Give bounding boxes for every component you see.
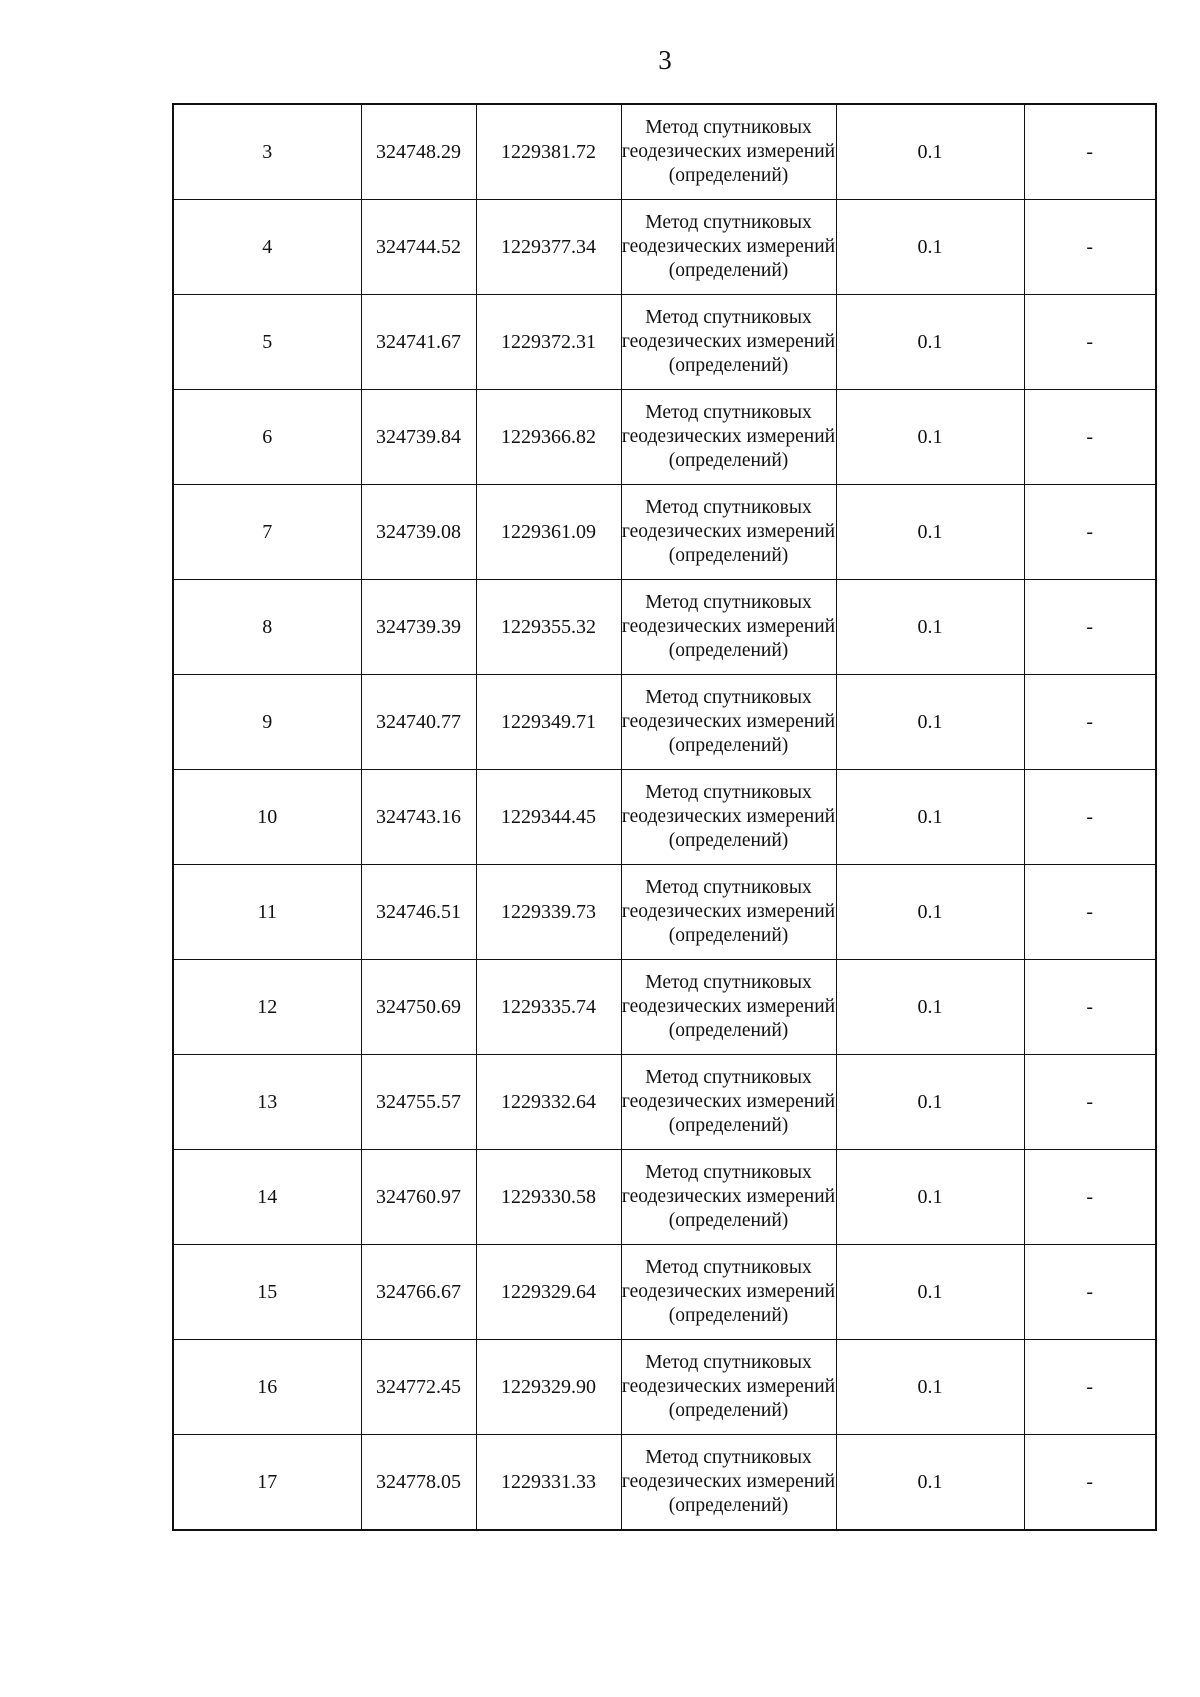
accuracy-cell: 0.1 [836, 1435, 1024, 1531]
y-coordinate-cell: 1229344.45 [476, 770, 621, 865]
table-row [173, 960, 1156, 1055]
y-coordinate-cell: 1229329.90 [476, 1340, 621, 1435]
x-coordinate-cell: 324740.77 [361, 675, 476, 770]
x-coordinate-cell: 324748.29 [361, 104, 476, 200]
note-cell: - [1024, 390, 1156, 485]
method-cell: Метод спутниковых геодезических измерений (определений) [621, 1150, 836, 1245]
note-cell: - [1024, 675, 1156, 770]
point-number-cell: 8 [173, 580, 361, 675]
coordinates-table-body [173, 104, 1156, 1530]
method-cell: Метод спутниковых геодезических измерений (определений) [621, 485, 836, 580]
table-row [173, 295, 1156, 390]
method-cell: Метод спутниковых геодезических измерений (определений) [621, 770, 836, 865]
method-cell: Метод спутниковых геодезических измерений (определений) [621, 1055, 836, 1150]
accuracy-cell: 0.1 [836, 485, 1024, 580]
note-cell: - [1024, 770, 1156, 865]
accuracy-cell: 0.1 [836, 770, 1024, 865]
note-cell: - [1024, 200, 1156, 295]
y-coordinate-cell: 1229355.32 [476, 580, 621, 675]
x-coordinate-cell: 324739.84 [361, 390, 476, 485]
coordinates-table [172, 103, 1157, 1531]
x-coordinate-cell: 324750.69 [361, 960, 476, 1055]
point-number-cell: 14 [173, 1150, 361, 1245]
accuracy-cell: 0.1 [836, 865, 1024, 960]
x-coordinate-cell: 324766.67 [361, 1245, 476, 1340]
y-coordinate-cell: 1229331.33 [476, 1435, 621, 1531]
x-coordinate-cell: 324741.67 [361, 295, 476, 390]
accuracy-cell: 0.1 [836, 1245, 1024, 1340]
table-row [173, 1435, 1156, 1531]
x-coordinate-cell: 324739.08 [361, 485, 476, 580]
note-cell: - [1024, 1150, 1156, 1245]
method-cell: Метод спутниковых геодезических измерений (определений) [621, 675, 836, 770]
point-number-cell: 11 [173, 865, 361, 960]
point-number-cell: 13 [173, 1055, 361, 1150]
page-number: 3 [658, 45, 672, 75]
accuracy-cell: 0.1 [836, 1150, 1024, 1245]
y-coordinate-cell: 1229330.58 [476, 1150, 621, 1245]
x-coordinate-cell: 324743.16 [361, 770, 476, 865]
table-row [173, 390, 1156, 485]
point-number-cell: 3 [173, 104, 361, 200]
x-coordinate-cell: 324746.51 [361, 865, 476, 960]
note-cell: - [1024, 1055, 1156, 1150]
y-coordinate-cell: 1229349.71 [476, 675, 621, 770]
method-cell: Метод спутниковых геодезических измерений (определений) [621, 1340, 836, 1435]
table-row [173, 104, 1156, 200]
method-cell: Метод спутниковых геодезических измерений (определений) [621, 295, 836, 390]
y-coordinate-cell: 1229361.09 [476, 485, 621, 580]
method-cell: Метод спутниковых геодезических измерений (определений) [621, 960, 836, 1055]
note-cell: - [1024, 1435, 1156, 1531]
accuracy-cell: 0.1 [836, 960, 1024, 1055]
accuracy-cell: 0.1 [836, 200, 1024, 295]
method-cell: Метод спутниковых геодезических измерений (определений) [621, 1245, 836, 1340]
table-row [173, 1245, 1156, 1340]
table-row [173, 1055, 1156, 1150]
point-number-cell: 16 [173, 1340, 361, 1435]
x-coordinate-cell: 324744.52 [361, 200, 476, 295]
note-cell: - [1024, 960, 1156, 1055]
note-cell: - [1024, 485, 1156, 580]
table-row [173, 580, 1156, 675]
note-cell: - [1024, 1340, 1156, 1435]
note-cell: - [1024, 580, 1156, 675]
x-coordinate-cell: 324778.05 [361, 1435, 476, 1531]
x-coordinate-cell: 324772.45 [361, 1340, 476, 1435]
method-cell: Метод спутниковых геодезических измерений (определений) [621, 580, 836, 675]
note-cell: - [1024, 1245, 1156, 1340]
table-row [173, 200, 1156, 295]
point-number-cell: 12 [173, 960, 361, 1055]
point-number-cell: 10 [173, 770, 361, 865]
point-number-cell: 5 [173, 295, 361, 390]
y-coordinate-cell: 1229332.64 [476, 1055, 621, 1150]
note-cell: - [1024, 865, 1156, 960]
table-row [173, 1150, 1156, 1245]
accuracy-cell: 0.1 [836, 1055, 1024, 1150]
y-coordinate-cell: 1229329.64 [476, 1245, 621, 1340]
accuracy-cell: 0.1 [836, 104, 1024, 200]
accuracy-cell: 0.1 [836, 580, 1024, 675]
y-coordinate-cell: 1229335.74 [476, 960, 621, 1055]
method-cell: Метод спутниковых геодезических измерений (определений) [621, 104, 836, 200]
y-coordinate-cell: 1229339.73 [476, 865, 621, 960]
y-coordinate-cell: 1229381.72 [476, 104, 621, 200]
table-row [173, 485, 1156, 580]
x-coordinate-cell: 324760.97 [361, 1150, 476, 1245]
accuracy-cell: 0.1 [836, 295, 1024, 390]
point-number-cell: 7 [173, 485, 361, 580]
point-number-cell: 6 [173, 390, 361, 485]
y-coordinate-cell: 1229377.34 [476, 200, 621, 295]
table-row [173, 770, 1156, 865]
y-coordinate-cell: 1229372.31 [476, 295, 621, 390]
accuracy-cell: 0.1 [836, 390, 1024, 485]
method-cell: Метод спутниковых геодезических измерений (определений) [621, 865, 836, 960]
note-cell: - [1024, 104, 1156, 200]
method-cell: Метод спутниковых геодезических измерений (определений) [621, 200, 836, 295]
method-cell: Метод спутниковых геодезических измерений (определений) [621, 390, 836, 485]
x-coordinate-cell: 324739.39 [361, 580, 476, 675]
point-number-cell: 15 [173, 1245, 361, 1340]
table-row [173, 865, 1156, 960]
accuracy-cell: 0.1 [836, 1340, 1024, 1435]
accuracy-cell: 0.1 [836, 675, 1024, 770]
table-row [173, 675, 1156, 770]
point-number-cell: 4 [173, 200, 361, 295]
point-number-cell: 9 [173, 675, 361, 770]
method-cell: Метод спутниковых геодезических измерений (определений) [621, 1435, 836, 1531]
x-coordinate-cell: 324755.57 [361, 1055, 476, 1150]
y-coordinate-cell: 1229366.82 [476, 390, 621, 485]
point-number-cell: 17 [173, 1435, 361, 1531]
note-cell: - [1024, 295, 1156, 390]
table-row [173, 1340, 1156, 1435]
